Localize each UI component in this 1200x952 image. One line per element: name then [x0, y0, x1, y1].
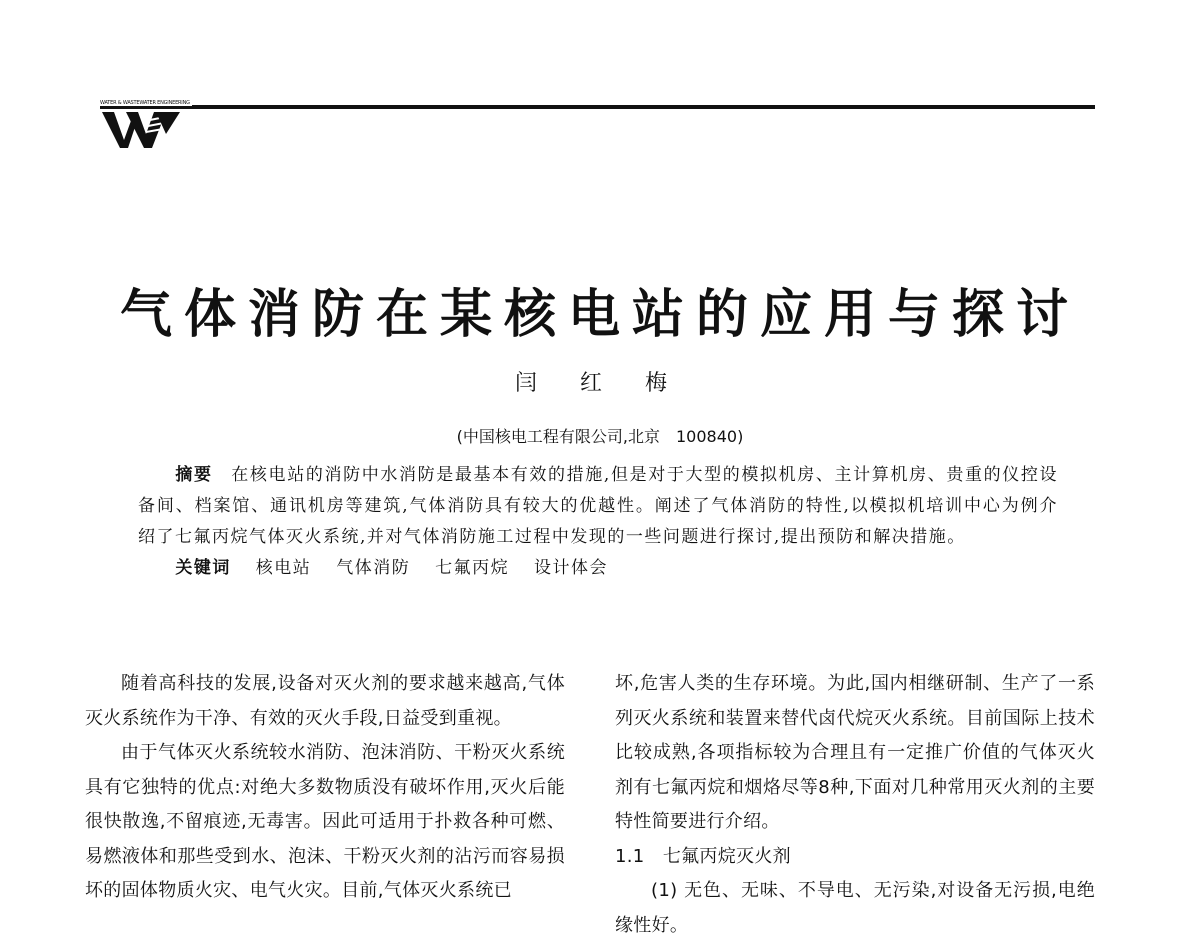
keyword-item: 气体消防 [336, 558, 411, 578]
body-column-left [85, 667, 565, 909]
keywords-line [138, 553, 1058, 584]
body-paragraph: (1) 无色、无味、不导电、无污染,对设备无污损,电绝缘性好。 [615, 880, 1095, 936]
keyword-item: 七氟丙烷 [435, 558, 510, 578]
journal-logo-text: WATER & WASTEWATER ENGINEERING [100, 100, 190, 106]
abstract-block [138, 460, 1058, 584]
keyword-item: 核电站 [255, 558, 312, 578]
abstract-text: 在核电站的消防中水消防是最基本有效的措施,但是对于大型的模拟机房、主计算机房、贵重的仪控设备间、档案馆、通讯机房等建筑,气体消防具有较大的优越性。阐述了气体消防的特性,以模拟机培训中心为例介绍了七氟丙烷气体灭火系统,并对气体消防施工过程中发现的一些问题进行探讨,提出预防和解决措施。 [138, 465, 1059, 547]
body-column-right [615, 667, 1095, 943]
section-heading: 1.1 七氟丙烷灭火剂 [615, 845, 791, 867]
keywords-label: 关键词 [175, 558, 231, 578]
body-paragraph-continued: 坏,危害人类的生存环境。为此,国内相继研制、生产了一系列灭火系统和装置来替代卤代烷灭火系统。目前国际上技术比较成熟,各项指标较为合理且有一定推广价值的气体灭火剂有七氟丙烷和烟烙尽等8种,下面对几种常用灭火剂的主要特性简要进行介绍。 [615, 673, 1095, 832]
body-paragraph: 由于气体灭火系统较水消防、泡沫消防、干粉灭火系统具有它独特的优点:对绝大多数物质没有破坏作用,灭火后能很快散逸,不留痕迹,无毒害。因此可适用于扑救各种可燃、易燃液体和那些受到水、泡沫、干粉灭火剂的沾污而容易损坏的固体物质火灾、电气火灾。目前,气体灭火系统已 [85, 742, 565, 901]
keyword-item: 设计体会 [534, 558, 609, 578]
body-paragraph: 随着高科技的发展,设备对灭火剂的要求越来越高,气体灭火系统作为干净、有效的灭火手段,日益受到重视。 [85, 673, 565, 729]
journal-logo-icon [100, 100, 182, 152]
author-affiliation: (中国核电工程有限公司,北京 100840) [456, 427, 744, 446]
header-rule [100, 105, 1095, 109]
paper-title: 气体消防在某核电站的应用与探讨 [119, 284, 1080, 345]
abstract-label: 摘要 [175, 465, 213, 485]
paper-author: 闫 红 梅 [515, 371, 685, 396]
abstract-paragraph [138, 460, 1058, 553]
